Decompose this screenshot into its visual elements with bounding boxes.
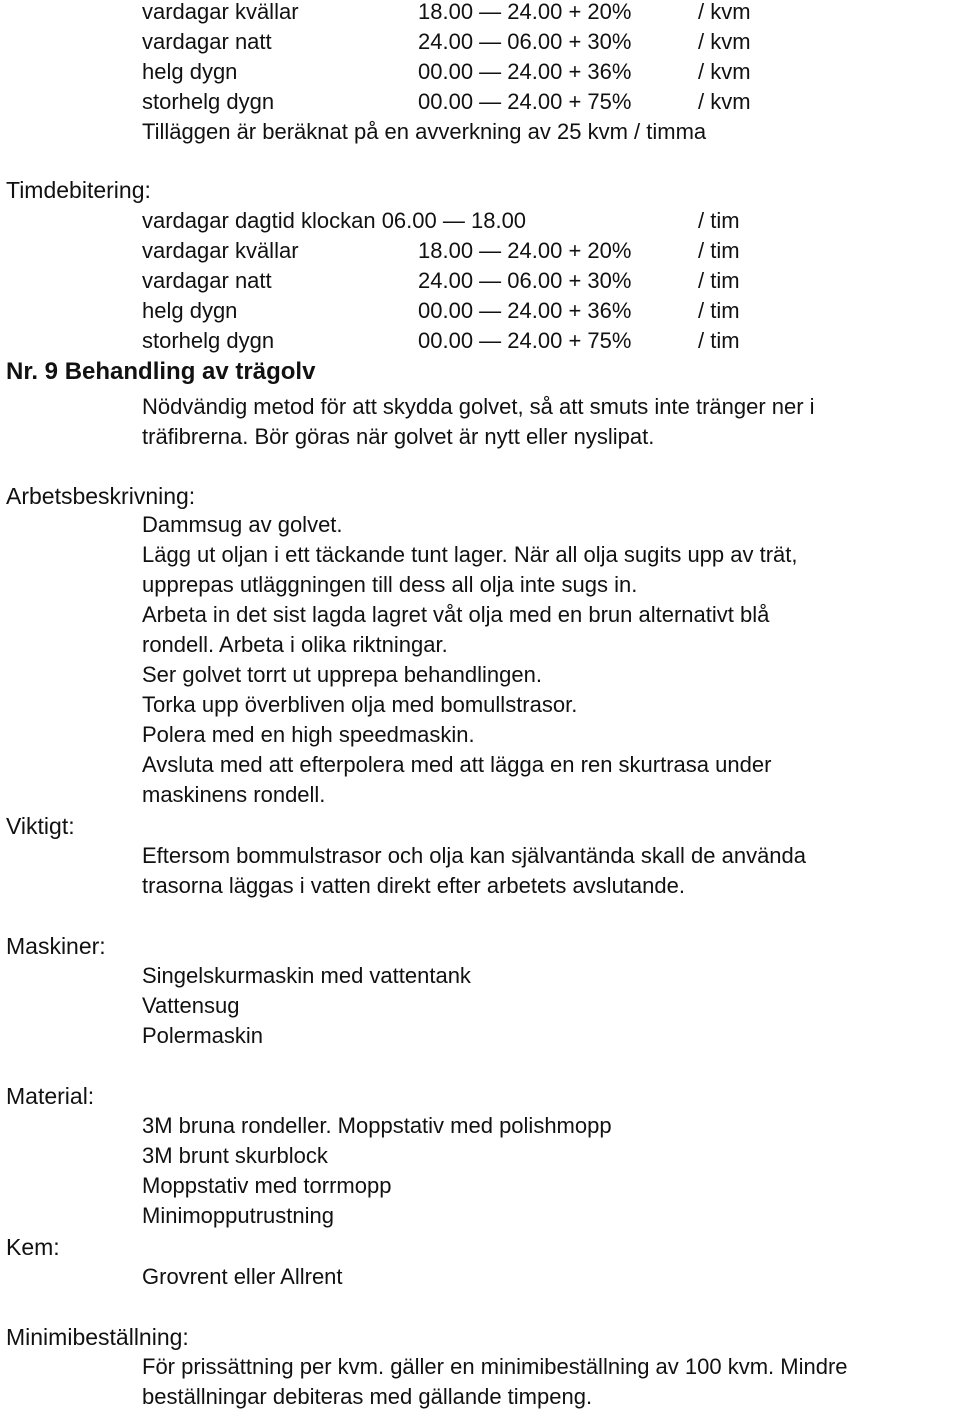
work-step: Dammsug av golvet. — [142, 512, 343, 537]
machine-item: Polermaskin — [142, 1023, 264, 1048]
rate-unit: / kvm — [698, 29, 751, 54]
rate-label: storhelg dygn — [142, 89, 275, 114]
section-heading: Minimibeställning: — [6, 1324, 189, 1350]
rate-label: helg dygn — [142, 298, 238, 323]
rate-time: 24.00 — 06.00 + 30% — [418, 268, 632, 293]
work-step: upprepas utläggningen till dess all olja inte sugs in. — [142, 572, 638, 597]
rate-unit: / tim — [698, 268, 740, 293]
material-item: 3M bruna rondeller. Moppstativ med polishmopp — [142, 1113, 612, 1138]
rate-label: vardagar dagtid klockan 06.00 — 18.00 — [142, 208, 527, 233]
warning-line: Eftersom bommulstrasor och olja kan självantända skall de använda — [142, 843, 807, 868]
rate-time: 18.00 — 24.00 + 20% — [418, 238, 632, 263]
rate-time: 18.00 — 24.00 + 20% — [418, 0, 632, 24]
section-heading: Maskiner: — [6, 933, 106, 959]
rate-time: 00.00 — 24.00 + 36% — [418, 298, 632, 323]
rate-unit: / kvm — [698, 0, 751, 24]
section-heading: Viktigt: — [6, 813, 75, 839]
rate-time: 00.00 — 24.00 + 75% — [418, 328, 632, 353]
machine-item: Vattensug — [142, 993, 240, 1018]
rate-label: vardagar kvällar — [142, 0, 299, 24]
work-step: rondell. Arbeta i olika riktningar. — [142, 632, 448, 657]
work-step: Torka upp överbliven olja med bomullstrasor. — [142, 692, 578, 717]
rate-label: vardagar natt — [142, 29, 272, 54]
rate-unit: / kvm — [698, 59, 751, 84]
rate-unit: / tim — [698, 298, 740, 323]
work-step: Avsluta med att efterpolera med att lägga en ren skurtrasa under — [142, 752, 772, 777]
rate-unit: / tim — [698, 208, 740, 233]
material-item: Minimopputrustning — [142, 1203, 334, 1228]
section-title: Nr. 9 Behandling av trägolv — [6, 358, 316, 385]
warning-line: trasorna läggas i vatten direkt efter arbetets avslutande. — [142, 873, 685, 898]
material-item: Moppstativ med torrmopp — [142, 1173, 392, 1198]
rate-label: vardagar kvällar — [142, 238, 299, 263]
rate-unit: / tim — [698, 238, 740, 263]
work-step: maskinens rondell. — [142, 782, 326, 807]
work-step: Arbeta in det sist lagda lagret våt olja med en brun alternativt blå — [142, 602, 770, 627]
work-step: Lägg ut oljan i ett täckande tunt lager. När all olja sugits upp av trät, — [142, 542, 798, 567]
rate-unit: / tim — [698, 328, 740, 353]
rate-label: vardagar natt — [142, 268, 272, 293]
work-step: Polera med en high speedmaskin. — [142, 722, 475, 747]
intro-line: träfibrerna. Bör göras när golvet är nytt eller nyslipat. — [142, 424, 655, 449]
rate-unit: / kvm — [698, 89, 751, 114]
section-heading: Arbetsbeskrivning: — [6, 483, 196, 509]
kvm-note: Tilläggen är beräknat på en avverkning av 25 kvm / timma — [142, 119, 707, 144]
rate-time: 00.00 — 24.00 + 75% — [418, 89, 632, 114]
work-step: Ser golvet torrt ut upprepa behandlingen. — [142, 662, 542, 687]
intro-line: Nödvändig metod för att skydda golvet, så att smuts inte tränger ner i — [142, 394, 815, 419]
rate-time: 24.00 — 06.00 + 30% — [418, 29, 632, 54]
rate-label: helg dygn — [142, 59, 238, 84]
order-note: För prissättning per kvm. gäller en minimibeställning av 100 kvm. Mindre — [142, 1354, 848, 1379]
rate-time: 00.00 — 24.00 + 36% — [418, 59, 632, 84]
machine-item: Singelskurmaskin med vattentank — [142, 963, 471, 988]
section-heading: Material: — [6, 1083, 95, 1109]
section-heading: Timdebitering: — [6, 177, 151, 203]
material-item: 3M brunt skurblock — [142, 1143, 328, 1168]
section-heading: Kem: — [6, 1234, 60, 1260]
order-note: beställningar debiteras med gällande timpeng. — [142, 1384, 593, 1409]
chemical-item: Grovrent eller Allrent — [142, 1264, 343, 1289]
rate-label: storhelg dygn — [142, 328, 275, 353]
